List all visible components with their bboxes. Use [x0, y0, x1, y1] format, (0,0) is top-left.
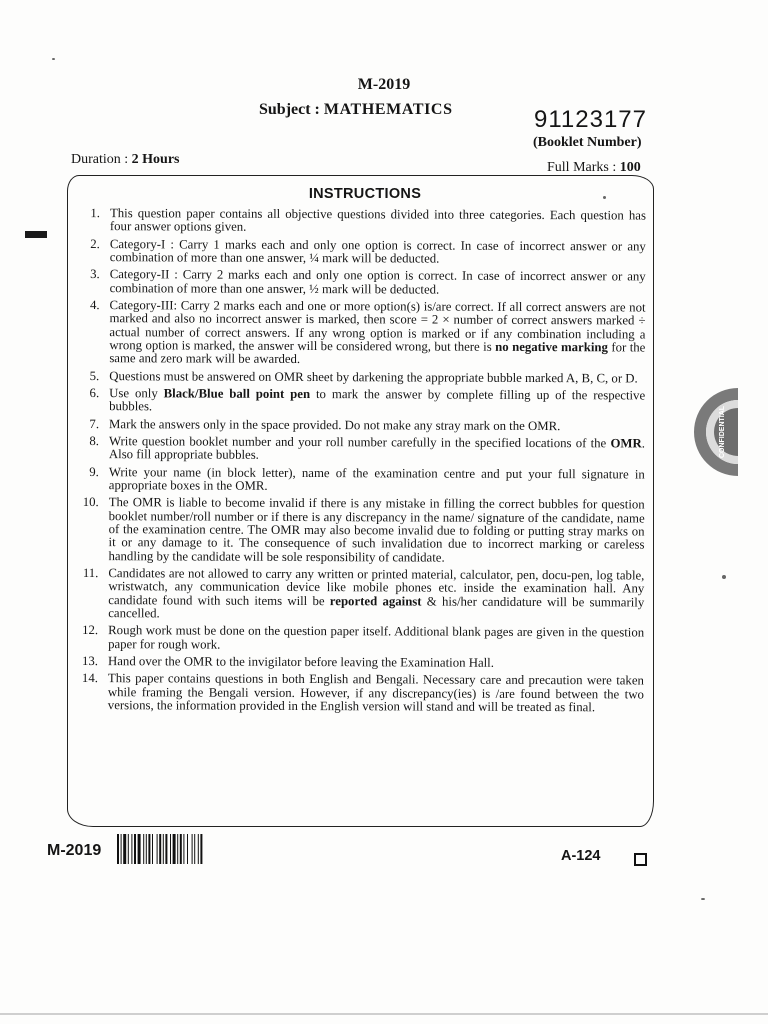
instruction-text: to mark the answer by complete filling up of the respective bubbles.	[109, 387, 646, 414]
registration-mark	[25, 231, 47, 238]
instruction-text: Candidates are not allowed to carry any written or printed material, calculator, pen, docu-pen, log table, wristwatch, any communication device like mobile phones etc. inside the examination hall. Any candidate found with such items will be	[108, 566, 645, 608]
instruction-number: 7 .	[75, 418, 99, 431]
barcode	[117, 834, 262, 864]
instruction-text: Questions must be answered on OMR sheet by darkening the appropriate bubble marked A, B, C, or D.	[109, 368, 638, 386]
instruction-item	[75, 435, 645, 464]
instruction-item	[75, 466, 645, 495]
instruction-item	[75, 387, 645, 416]
instruction-number: 3 .	[76, 268, 100, 281]
exam-code: M-2019	[357, 76, 411, 93]
instructions-list	[74, 207, 646, 719]
booklet-number-label: (Booklet Number)	[533, 135, 642, 150]
instruction-emphasis: OMR	[610, 436, 642, 451]
instruction-text: This question paper contains all objective questions divided into three categories. Each question has four answer options given.	[109, 206, 646, 235]
full-marks-value: 100	[619, 160, 641, 175]
instruction-text: Write question booklet number and your roll number carefully in the specified locations of the	[108, 434, 611, 451]
instruction-item	[74, 496, 644, 565]
dust-speck	[603, 196, 606, 199]
instruction-number: 12 .	[74, 624, 98, 637]
corner-square-mark	[634, 853, 647, 866]
instruction-text: Hand over the OMR to the invigilator before leaving the Examination Hall.	[107, 654, 494, 670]
instruction-item	[74, 655, 644, 671]
instruction-item	[74, 567, 644, 623]
instruction-item	[75, 418, 645, 434]
footer-exam-code: M-2019	[47, 842, 102, 859]
instruction-text: This paper contains questions in both English and Bengali. Necessary care and precaution were taken while framing the Bengali version. However, if any discrepancy(ies) is /are found between the two versions, the information provided in the English version will stand and will be treated as final.	[107, 671, 644, 715]
instruction-text: for the same and zero mark will be awarded.	[109, 340, 646, 367]
instruction-item	[74, 624, 644, 653]
instruction-number: 4 .	[76, 299, 100, 312]
instruction-text: Category-II : Carry 2 marks each and only one option is correct. In case of incorrect answer or any combination of more than one answer, ½ mark will be deducted.	[109, 267, 646, 297]
instruction-item	[76, 207, 646, 236]
subject-line	[259, 101, 453, 119]
instruction-item	[76, 238, 646, 267]
instruction-number: 1 .	[76, 207, 100, 220]
instruction-item	[74, 672, 644, 714]
instruction-text: Use only	[109, 386, 164, 401]
instruction-text: The OMR is liable to become invalid if there is any mistake in filling the correct bubbles for question booklet number/roll number or if there is any discrepancy in the name/ signature of the candidate, name of the examination centre. The OMR may also become invalid due to folding or putting stray marks on it or any damage to it. The consequence of such invalidation due to incorrect marking or careless handling by the candidate will be sole responsibility of candidate.	[108, 495, 645, 565]
instruction-emphasis: reported against	[329, 593, 422, 609]
instruction-emphasis: no negative marking	[495, 339, 608, 355]
instruction-item	[75, 370, 645, 386]
instruction-number: 2 .	[76, 238, 100, 251]
instruction-item	[75, 299, 645, 368]
instruction-number: 9 .	[75, 466, 99, 479]
instruction-text: & his/her candidature will be summarily cancelled.	[108, 594, 645, 621]
instruction-number: 8 .	[75, 435, 99, 448]
instruction-text: Rough work must be done on the question paper itself. Additional blank pages are given in the question paper for rough work.	[108, 623, 645, 652]
confidential-seal	[680, 384, 742, 480]
duration-value: 2 Hours	[131, 152, 180, 167]
page-code: A-124	[561, 848, 601, 864]
instruction-number: 10 .	[75, 496, 99, 509]
instruction-number: 13 .	[74, 655, 98, 668]
dust-speck	[701, 898, 705, 900]
instructions-title: INSTRUCTIONS	[308, 186, 422, 202]
instruction-text: . Also fill appropriate bubbles.	[108, 436, 646, 463]
instruction-text: Category-III: Carry 2 marks each and one or more option(s) is/are correct. If all correct answers are not marked and also no incorrect answer is marked, then score = 2 × number of correct answers marked ÷ actual number of correct answers. If any wrong option is marked or if any combination including a wrong option is marked, the answer will be considered wrong, but there is	[109, 298, 646, 354]
instruction-number: 11 .	[74, 567, 98, 580]
instruction-number: 14 .	[74, 672, 98, 685]
instruction-emphasis: Black/Blue ball point pen	[163, 386, 311, 402]
dust-speck	[722, 575, 726, 579]
full-marks-label: Full Marks :	[547, 160, 617, 175]
instruction-text: Mark the answers only in the space provided. Do not make any stray mark on the OMR.	[109, 416, 561, 433]
instruction-item	[76, 268, 646, 297]
bottom-edge-line	[0, 1013, 768, 1015]
instruction-text: Write your name (in block letter), name of the examination centre and put your full signature in appropriate boxes in the OMR.	[108, 464, 645, 493]
duration	[71, 152, 180, 168]
instruction-number: 6 .	[75, 387, 99, 400]
dust-speck	[52, 58, 55, 60]
instruction-number: 5 .	[75, 370, 99, 383]
duration-label: Duration :	[71, 152, 129, 167]
subject-value: MATHEMATICS	[323, 101, 453, 118]
full-marks	[547, 160, 641, 176]
booklet-number: 91123177	[534, 106, 647, 133]
seal-text: CONFIDENTIAL	[719, 405, 726, 459]
subject-label: Subject :	[259, 101, 320, 118]
instruction-text: Category-I : Carry 1 marks each and only one option is correct. In case of incorrect answer or any combination of more than one answer, ¼ mark will be deducted.	[109, 236, 646, 266]
